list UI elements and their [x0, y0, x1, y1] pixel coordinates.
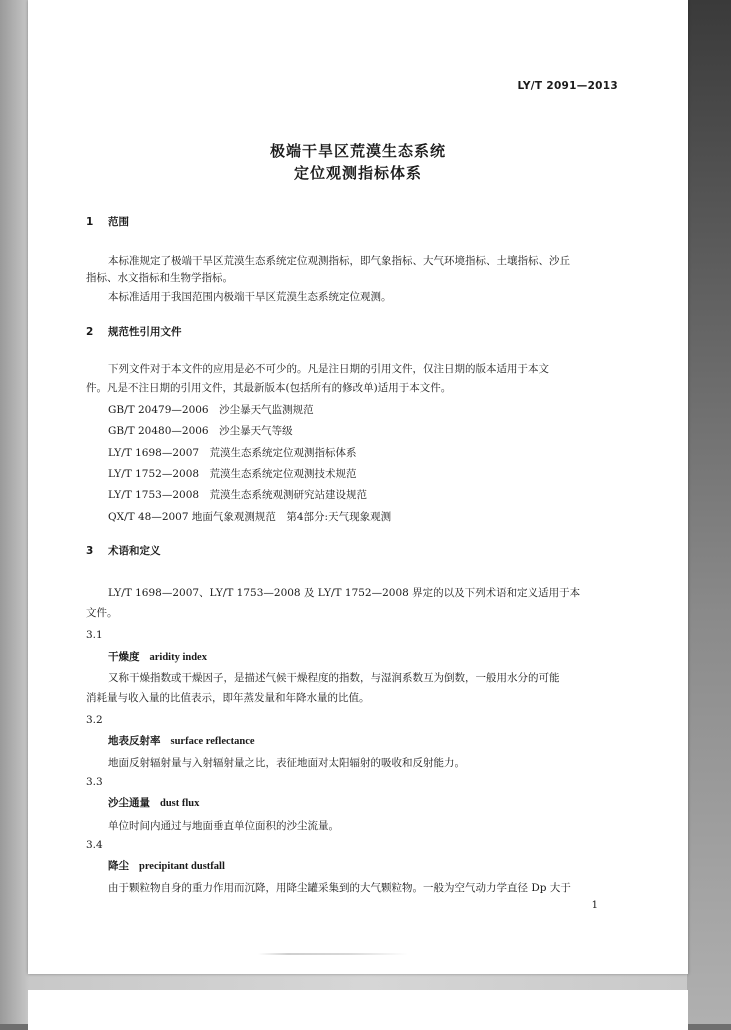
section-title: 术语和定义 [108, 545, 161, 557]
section-1-heading [86, 215, 129, 229]
term-zh: 降尘 [108, 860, 129, 872]
reference-item: LY/T 1752—2008 荒漠生态系统定位观测技术规范 [108, 468, 357, 480]
term-number: 3.4 [86, 839, 103, 851]
section-title: 范围 [108, 216, 129, 228]
reference-item: QX/T 48—2007 地面气象观测规范 第4部分:天气现象观测 [108, 511, 392, 523]
term-number: 3.3 [86, 776, 103, 788]
term-title [108, 734, 255, 749]
title-line-2: 定位观测指标体系 [293, 164, 422, 182]
paragraph-line: LY/T 1698—2007、LY/T 1753—2008 及 LY/T 1752—2008 界定的以及下列术语和定义适用于本 [108, 587, 581, 599]
scan-artifact [258, 953, 408, 955]
document-code: LY/T 2091—2013 [517, 80, 618, 92]
viewer-scrollbar-area[interactable] [687, 0, 731, 1024]
reference-item: GB/T 20479—2006 沙尘暴天气监测规范 [108, 404, 314, 416]
term-en: surface reflectance [170, 736, 255, 747]
term-definition: 地面反射辐射量与入射辐射量之比，表征地面对太阳辐射的吸收和反射能力。 [108, 757, 465, 769]
section-number: 2 [86, 326, 94, 338]
term-title [108, 650, 207, 665]
paragraph-line: 本标准适用于我国范围内极端干旱区荒漠生态系统定位观测。 [108, 291, 392, 303]
term-definition: 又称干燥指数或干燥因子，是描述气候干燥程度的指数，与湿润系数互为倒数，一般用水分的可能 [108, 672, 560, 684]
term-en: dust flux [160, 798, 200, 809]
paragraph-line: 下列文件对于本文件的应用是必不可少的。凡是注日期的引用文件，仅注日期的版本适用于本文 [108, 363, 549, 375]
term-en: precipitant dustfall [139, 861, 225, 872]
term-title [108, 859, 225, 874]
title-line-1: 极端干旱区荒漠生态系统 [269, 142, 446, 160]
term-number: 3.1 [86, 629, 103, 641]
term-number: 3.2 [86, 714, 103, 726]
term-title [108, 796, 199, 811]
page-number: 1 [591, 900, 598, 911]
paragraph-line: 文件。 [86, 607, 118, 619]
next-page-edge [28, 990, 688, 1030]
section-2-heading [86, 325, 182, 339]
term-en: aridity index [149, 652, 207, 663]
section-number: 1 [86, 216, 94, 228]
paragraph-line: 件。凡是不注日期的引用文件，其最新版本(包括所有的修改单)适用于本文件。 [86, 382, 452, 394]
section-number: 3 [86, 545, 94, 557]
reference-item: LY/T 1698—2007 荒漠生态系统定位观测指标体系 [108, 447, 357, 459]
term-definition: 由于颗粒物自身的重力作用而沉降，用降尘罐采集到的大气颗粒物。一般为空气动力学直径 Dp 大于 [108, 882, 571, 894]
section-title: 规范性引用文件 [108, 326, 182, 338]
document-page [28, 0, 688, 974]
paragraph-line: 本标准规定了极端干旱区荒漠生态系统定位观测指标，即气象指标、大气环境指标、土壤指标、沙丘 [108, 255, 570, 267]
term-definition: 单位时间内通过与地面垂直单位面积的沙尘流量。 [108, 820, 339, 832]
term-zh: 干燥度 [108, 651, 140, 663]
reference-item: GB/T 20480—2006 沙尘暴天气等级 [108, 425, 293, 437]
reference-item: LY/T 1753—2008 荒漠生态系统观测研究站建设规范 [108, 489, 368, 501]
paragraph-line: 指标、水文指标和生物学指标。 [86, 272, 233, 284]
term-zh: 地表反射率 [108, 735, 161, 747]
term-zh: 沙尘通量 [108, 797, 150, 809]
section-3-heading [86, 544, 161, 558]
term-definition: 消耗量与收入量的比值表示，即年蒸发量和年降水量的比值。 [86, 692, 370, 704]
